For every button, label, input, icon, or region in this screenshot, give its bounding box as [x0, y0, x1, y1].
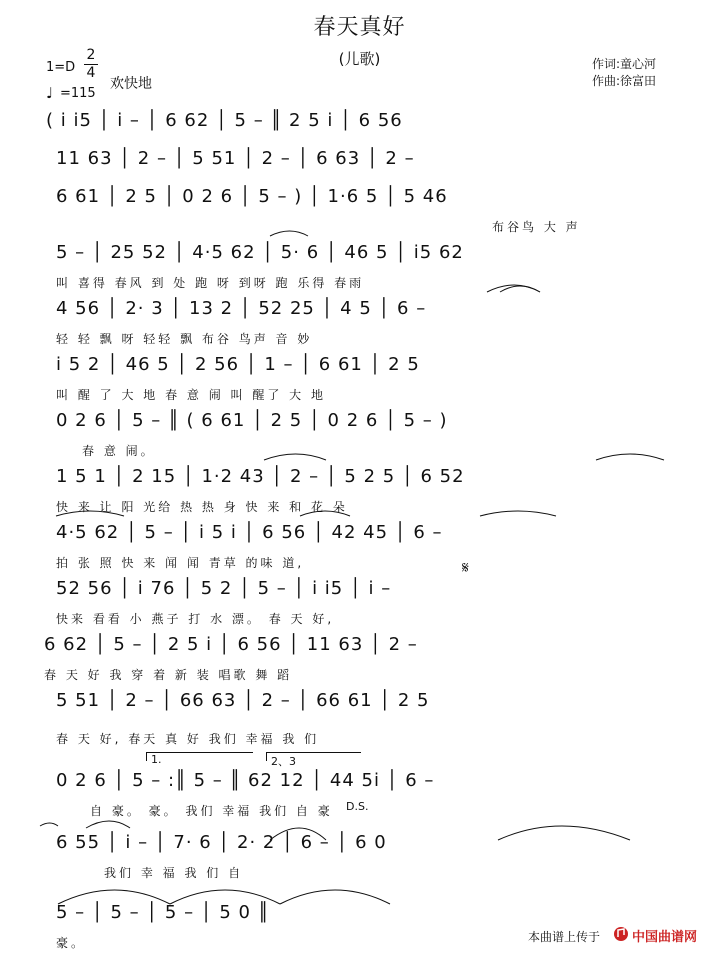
row-notes: 6 62 │ 5 – │ 2 5 i │ 6 56 │ 11 63 │ 2 – — [44, 634, 418, 655]
upload-notice: 本曲谱上传于 — [528, 930, 601, 944]
ds-marking: D.S. — [346, 800, 369, 813]
row-lyrics: 春 天 好 我 穿 着 新 装 唱歌 舞 蹈 — [44, 668, 293, 682]
row-notes: 4 56 │ 2· 3 │ 13 2 │ 52 25 │ 4 5 │ 6 – — [56, 298, 427, 319]
row-notes: 11 63 │ 2 – │ 5 51 │ 2 – │ 6 63 │ 2 – — [56, 148, 415, 169]
row-lyrics: 我们 幸 福 我 们 自 — [104, 866, 244, 880]
segno-icon: 𝄋 — [462, 558, 469, 577]
row-notes: 0 2 6 │ 5 – ║ ( 6 61 │ 2 5 │ 0 2 6 │ 5 – ) — [56, 410, 448, 431]
row-notes: 6 55 │ i – │ 7· 6 │ 2· 2 │ 6 – │ 6 0 — [56, 832, 387, 853]
row-notes: 6 61 │ 2 5 │ 0 2 6 │ 5 – ) │ 1·6 5 │ 5 46 — [56, 186, 448, 207]
row-lyrics: 叫 醒 了 大 地 春 意 闹 叫 醒了 大 地 — [56, 388, 326, 402]
song-subtitle: (儿歌) — [338, 50, 381, 68]
slur-arc — [264, 454, 326, 460]
site-logo[interactable] — [612, 924, 712, 944]
row-lyrics: 春 天 好, 春天 真 好 我们 幸福 我 们 — [56, 732, 320, 746]
time-denominator: 4 — [86, 65, 96, 81]
row-lyrics: 春 意 闹。 — [82, 444, 156, 458]
row-lyrics: 拍 张 照 快 来 闻 闻 青草 的味 道, — [56, 556, 305, 570]
slur-arc — [56, 511, 124, 516]
composer: 作曲:徐富田 — [592, 74, 657, 88]
key-signature: 1=D — [46, 60, 76, 75]
slur-arc — [480, 511, 556, 516]
row-notes: 4·5 62 │ 5 – │ i 5 i │ 6 56 │ 42 45 │ 6 – — [56, 522, 443, 543]
volta-label-1: 1. — [151, 753, 162, 766]
lyricist: 作词:童心河 — [592, 57, 657, 71]
row-notes: 5 – │ 5 – │ 5 – │ 5 0 ║ — [56, 902, 270, 923]
slur-arc — [270, 828, 326, 840]
slur-arc — [596, 454, 664, 460]
row-notes: 0 2 6 │ 5 – :║ 5 – ║ 62 12 │ 44 5i │ 6 – — [56, 770, 435, 791]
slur-arc — [170, 890, 280, 904]
slur-arc — [58, 890, 170, 904]
row-notes: 5 51 │ 2 – │ 66 63 │ 2 – │ 66 61 │ 2 5 — [56, 690, 430, 711]
site-name: 中国曲谱网 — [632, 930, 698, 945]
row-lyrics: 叫 喜得 春风 到 处 跑 呀 到呀 跑 乐得 春雨 — [56, 276, 365, 290]
slur-arc — [500, 286, 540, 292]
slur-arc — [280, 890, 390, 904]
music-logo-icon — [612, 924, 630, 942]
song-title: 春天真好 — [313, 15, 406, 40]
slur-arc — [40, 823, 58, 826]
row-lyrics: 快来 看看 小 燕子 打 水 漂。 春 天 好, — [56, 612, 335, 626]
row-notes: 52 56 │ i 76 │ 5 2 │ 5 – │ i i5 │ i – — [56, 578, 392, 599]
row-lyrics: 豪。 — [56, 936, 87, 950]
row-notes: ( i i5 │ i – │ 6 62 │ 5 – ║ 2 5 i │ 6 56 — [46, 110, 403, 131]
slur-arc — [86, 821, 130, 828]
slur-arc — [300, 511, 350, 516]
row-notes: 1 5 1 │ 2 15 │ 1·2 43 │ 2 – │ 5 2 5 │ 6 52 — [56, 466, 465, 487]
row-lyrics: 自 豪。 豪。 我们 幸福 我们 自 豪 — [90, 804, 333, 818]
quarter-note-icon: ♩ — [46, 84, 54, 102]
row-lyrics: 轻 轻 飘 呀 轻轻 飘 布谷 鸟声 音 妙 — [56, 332, 313, 346]
volta-label-2: 2、3 — [271, 755, 296, 768]
row-lyrics: 快 来 让 阳 光给 热 热 身 快 来 和 花 朵 — [56, 500, 348, 514]
row-notes: i 5 2 │ 46 5 │ 2 56 │ 1 – │ 6 61 │ 2 5 — [56, 354, 420, 375]
slur-arc — [270, 231, 308, 236]
slur-arc — [498, 826, 630, 840]
tempo-marking: =115 — [60, 86, 96, 101]
row-lyrics: 布谷鸟 大 声 — [492, 220, 581, 234]
time-numerator: 2 — [86, 47, 96, 63]
mood-marking: 欢快地 — [110, 76, 152, 92]
row-notes: 5 – │ 25 52 │ 4·5 62 │ 5· 6 │ 46 5 │ i5 62 — [56, 242, 464, 263]
